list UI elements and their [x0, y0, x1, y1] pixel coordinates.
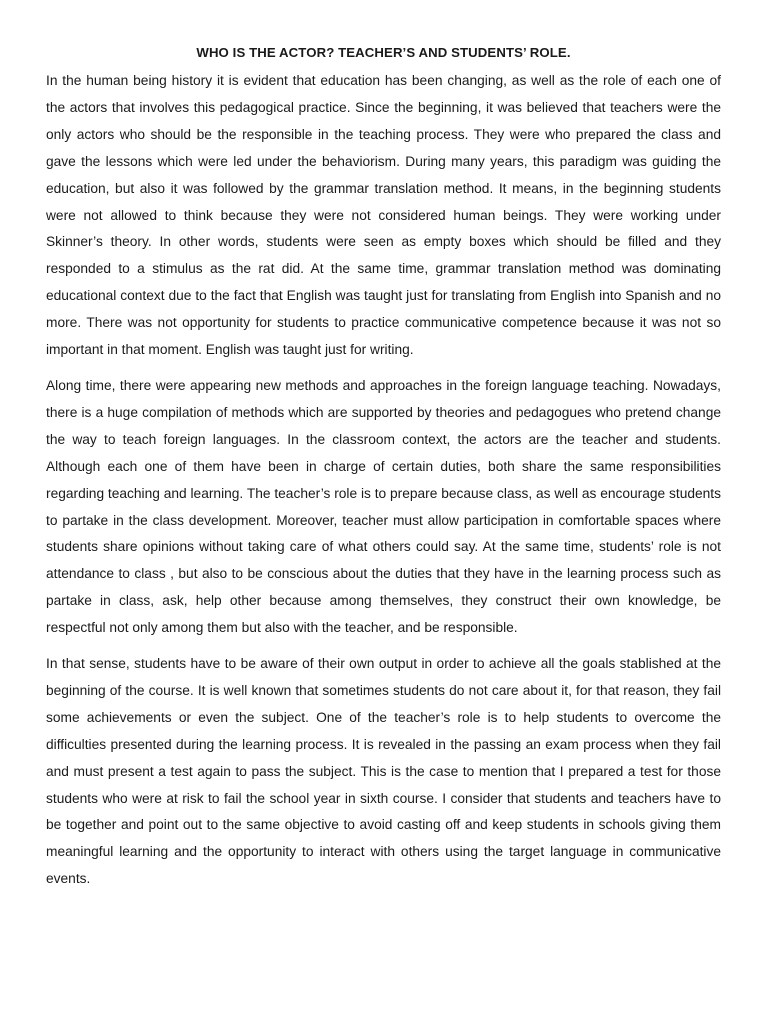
document-page	[46, 43, 721, 902]
paragraph-history: In the human being history it is evident that education has been changing, as well as the role of each one of the actors that involves this pedagogical practice. Since the beginning, it was believed that teachers were the only actors who should be the responsible in the teaching process. They were who prepared the class and gave the lessons which were led under the behaviorism. During many years, this paradigm was guiding the education, but also it was followed by the grammar translation method. It means, in the beginning students were not allowed to think because they were not considered human beings. They were working under Skinner’s theory. In other words, students were seen as empty boxes which should be filled and they responded to a stimulus as the rat did. At the same time, grammar translation method was dominating educational context due to the fact that English was taught just for translating from English into Spanish and no more. There was not opportunity for students to practice communicative competence because it was not so important in that moment. English was taught just for writing.	[46, 73, 721, 358]
paragraph-students-output: In that sense, students have to be aware of their own output in order to achieve all the goals stablished at the beginning of the course. It is well known that sometimes students do not care about it, for that reason, they fail some achievements or even the subject. One of the teacher’s role is to help students to overcome the difficulties presented during the learning process. It is revealed in the passing an exam process when they fail and must present a test again to pass the subject. This is the case to mention that I prepared a test for those students who were at risk to fail the school year in sixth course. I consider that students and teachers have to be together and point out to the same objective to avoid casting off and keep students in schools giving them meaningful learning and the opportunity to interact with others using the target language in communicative events.	[46, 656, 721, 887]
paragraph-methods: Along time, there were appearing new methods and approaches in the foreign language teaching. Nowadays, there is a huge compilation of methods which are supported by theories and pedagogues who pretend change the way to teach foreign languages. In the classroom context, the actors are the teacher and students. Although each one of them have been in charge of certain duties, both share the same responsibilities regarding teaching and learning. The teacher’s role is to prepare because class, as well as encourage students to partake in the class development. Moreover, teacher must allow participation in comfortable spaces where students share opinions without taking care of what others could say. At the same time, students’ role is not attendance to class , but also to be conscious about the duties that they have in the learning process such as partake in class, ask, help other because among themselves, they construct their own knowledge, be respectful not only among them but also with the teacher, and be responsible.	[46, 377, 721, 636]
document-title: WHO IS THE ACTOR? TEACHER’S AND STUDENTS’ ROLE.	[196, 45, 571, 60]
